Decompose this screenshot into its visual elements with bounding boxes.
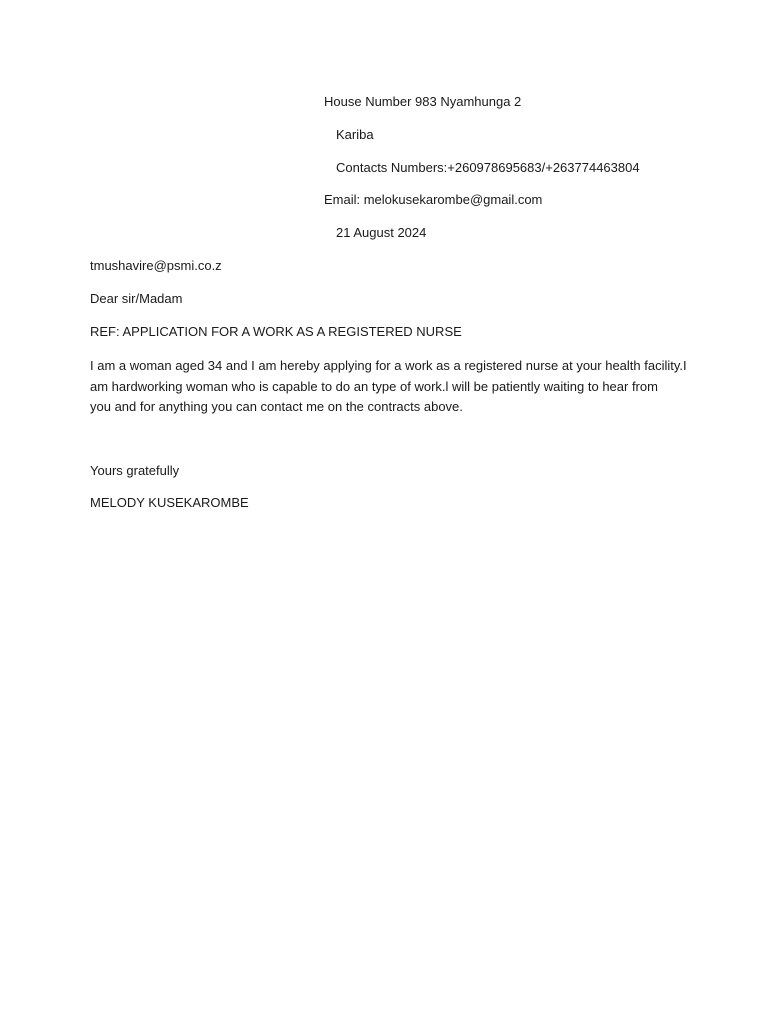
salutation: Dear sir/Madam bbox=[90, 291, 183, 306]
letter-date: 21 August 2024 bbox=[336, 225, 427, 240]
sender-email: Email: melokusekarombe@gmail.com bbox=[324, 192, 543, 207]
sender-address-line: House Number 983 Nyamhunga 2 bbox=[324, 94, 522, 109]
body-line: am hardworking woman who is capable to do an type of work.l will be patiently waiting to hear from bbox=[90, 378, 658, 394]
body-paragraph bbox=[90, 356, 687, 418]
body-line: I am a woman aged 34 and I am hereby applying for a work as a registered nurse at your health facility.I bbox=[90, 358, 687, 373]
body-line: you and for anything you can contact me on the contracts above. bbox=[90, 399, 463, 414]
subject-line: REF: APPLICATION FOR A WORK AS A REGISTERED NURSE bbox=[90, 324, 462, 339]
closing: Yours gratefully bbox=[90, 463, 180, 478]
recipient-email: tmushavire@psmi.co.z bbox=[90, 258, 222, 273]
sender-town: Kariba bbox=[336, 127, 374, 142]
signature-name: MELODY KUSEKAROMBE bbox=[90, 495, 249, 510]
sender-contacts: Contacts Numbers:+260978695683/+263774463804 bbox=[336, 160, 640, 175]
